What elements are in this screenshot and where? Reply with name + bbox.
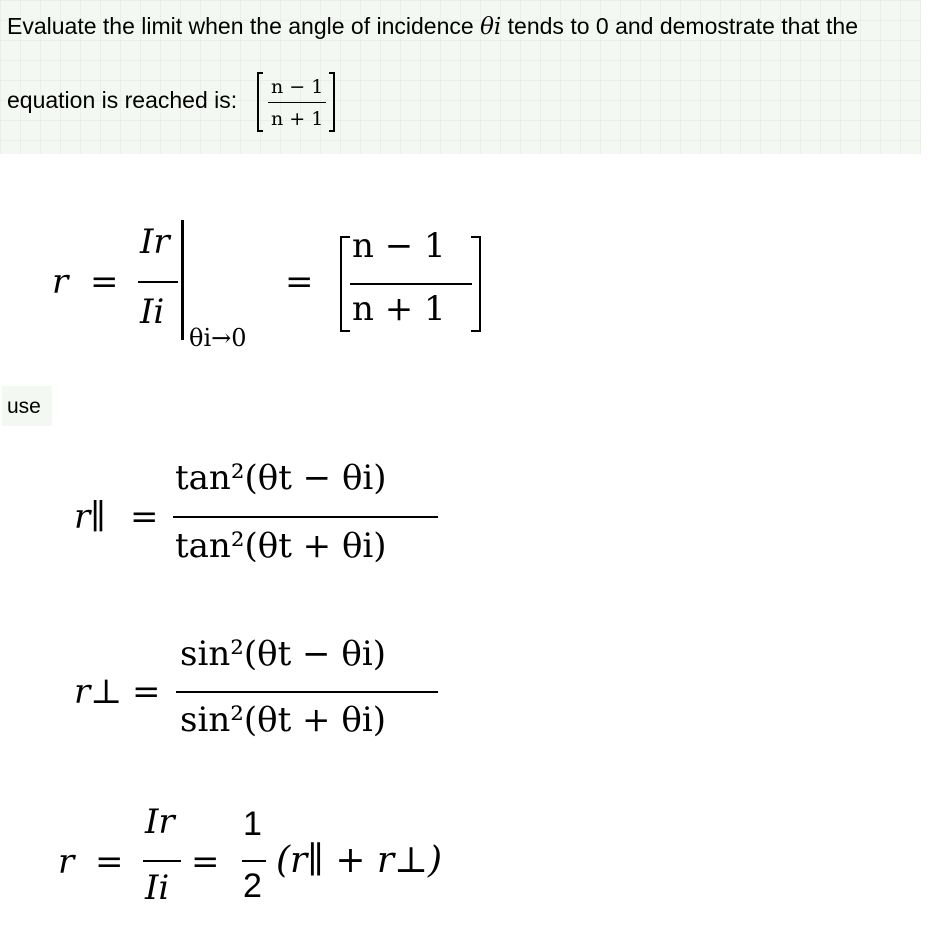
eq1-rhs-fraction-bar [350,283,472,285]
eq4-fraction-bar [143,860,181,862]
eq4-half-denominator: 2 [243,867,262,905]
eq1-numerator: Ir [140,222,170,262]
inline-bracket-right-top [329,72,335,74]
eq2-numerator: tan²(θt − θi) [175,458,387,498]
eq4-lhs: r [58,842,75,882]
eq2-denominator: tan²(θt + θi) [175,526,387,566]
eq4-denominator: Ii [145,868,170,908]
eq3-denominator: sin²(θt + θi) [180,700,386,740]
eq1-evaluation-bar [181,220,184,340]
prompt-theta: θi [480,14,502,40]
prompt-line-2: equation is reached is: [7,87,238,113]
eq1-rhs-denominator: n + 1 [352,289,446,329]
eq4-equals: = [95,842,124,882]
eq4-half-numerator: 1 [243,805,262,843]
eq1-bracket-left-top [340,236,350,238]
eq1-limit-subscript: θi→0 [189,324,247,352]
eq3-equals: = [132,672,161,712]
eq1-bracket-right-top [471,236,481,238]
eq2-fraction-bar [173,516,438,518]
eq2-lhs: r∥ [74,497,106,537]
eq1-denominator: Ii [140,292,165,332]
eq1-equals-2: = [285,262,314,302]
inline-bracket-left-top [257,72,263,74]
inline-bracket-right [333,72,335,132]
prompt-text-a: Evaluate the limit when the angle of incidence [7,13,481,39]
eq4-half-bar [242,860,266,862]
eq1-rhs-numerator: n − 1 [352,226,446,266]
eq1-bracket-right-bottom [471,330,481,332]
prompt-line-1 [7,13,858,40]
inline-bracket-left [257,72,259,132]
eq2-equals: = [130,497,159,537]
use-label: use [7,395,41,418]
eq1-bracket-right [479,236,481,332]
inline-bracket-left-bottom [257,130,263,132]
eq4-equals-2: = [191,842,220,882]
prompt-text-b: tends to 0 and demostrate that the [501,13,859,39]
eq1-equals: = [90,262,119,302]
inline-fraction-bar [268,102,326,103]
inline-numerator: n − 1 [271,76,324,98]
eq1-bracket-left [340,236,342,332]
eq4-rhs: (r∥ + r⊥) [276,840,443,881]
eq3-numerator: sin²(θt − θi) [180,634,386,674]
inline-denominator: n + 1 [271,108,324,130]
inline-bracket-right-bottom [329,130,335,132]
eq1-lhs: r [52,262,69,302]
eq1-fraction-bar [138,281,178,283]
eq3-lhs: r⊥ [74,672,123,712]
eq1-bracket-left-bottom [340,330,350,332]
eq4-numerator: Ir [145,802,175,842]
eq3-fraction-bar [176,691,438,693]
